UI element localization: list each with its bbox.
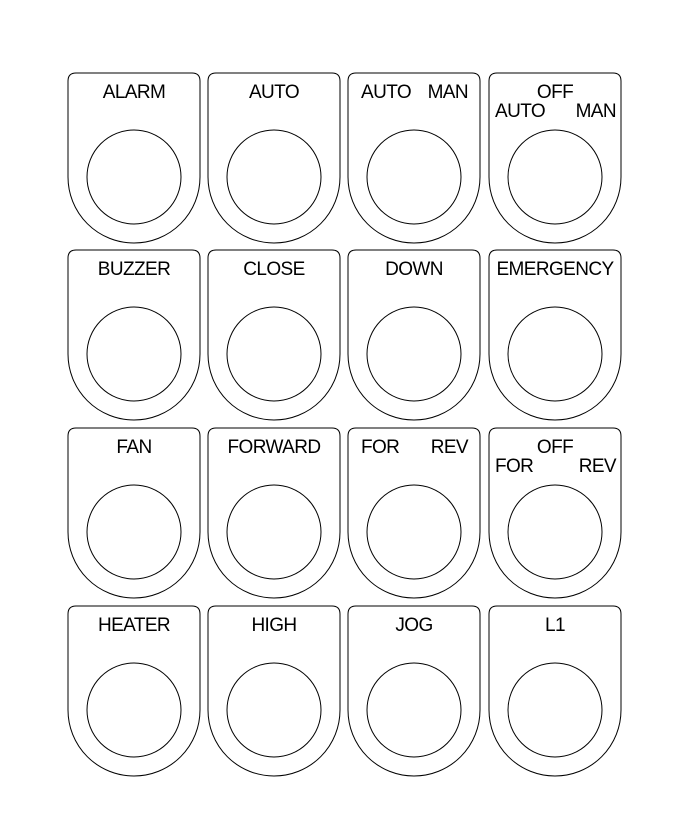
plate-label: FOR <box>361 437 400 458</box>
plate-auto-man <box>348 73 480 243</box>
button-hole <box>227 663 321 757</box>
plate-off-auto-man <box>489 73 621 243</box>
button-hole <box>508 485 602 579</box>
plate-high <box>208 606 340 776</box>
button-hole <box>508 307 602 401</box>
plate-label: OFF <box>536 437 574 458</box>
plate-label: AUTO <box>495 101 546 122</box>
plate-label: HEATER <box>97 615 171 636</box>
button-hole <box>87 663 181 757</box>
plate-label: CLOSE <box>243 259 305 280</box>
button-hole <box>87 485 181 579</box>
plate-label: EMERGENCY <box>496 259 614 280</box>
plate-close <box>208 250 340 420</box>
plate-label: REV <box>430 437 468 458</box>
button-hole <box>367 307 461 401</box>
plate-alarm <box>68 73 200 243</box>
plate-label: ALARM <box>102 82 166 103</box>
plate-heater <box>68 606 200 776</box>
plate-label: REV <box>578 456 616 477</box>
button-hole <box>367 663 461 757</box>
plate-down <box>348 250 480 420</box>
button-hole <box>227 485 321 579</box>
button-hole <box>367 130 461 224</box>
plate-auto <box>208 73 340 243</box>
plate-l1 <box>489 606 621 776</box>
button-hole <box>367 485 461 579</box>
button-hole <box>227 307 321 401</box>
plate-label: JOG <box>395 615 433 636</box>
plate-jog <box>348 606 480 776</box>
button-hole <box>87 307 181 401</box>
plate-label: BUZZER <box>97 259 171 280</box>
plate-label: FAN <box>116 437 152 458</box>
plate-forward <box>208 428 340 598</box>
plate-label: DOWN <box>385 259 443 280</box>
plate-label: AUTO <box>361 82 412 103</box>
button-hole <box>227 130 321 224</box>
plate-label: MAN <box>427 82 468 103</box>
plate-for-rev <box>348 428 480 598</box>
plate-fan <box>68 428 200 598</box>
plate-label: FOR <box>495 456 534 477</box>
plate-emergency <box>489 250 621 420</box>
plate-buzzer <box>68 250 200 420</box>
plate-label: OFF <box>536 82 574 103</box>
plate-label: FORWARD <box>227 437 321 458</box>
plate-label: AUTO <box>248 82 300 103</box>
button-hole <box>87 130 181 224</box>
plate-label: L1 <box>545 615 565 636</box>
plate-label: MAN <box>575 101 616 122</box>
plate-off-for-rev <box>489 428 621 598</box>
plate-label: HIGH <box>251 615 297 636</box>
button-hole <box>508 663 602 757</box>
button-hole <box>508 130 602 224</box>
plates-layer <box>68 73 621 776</box>
